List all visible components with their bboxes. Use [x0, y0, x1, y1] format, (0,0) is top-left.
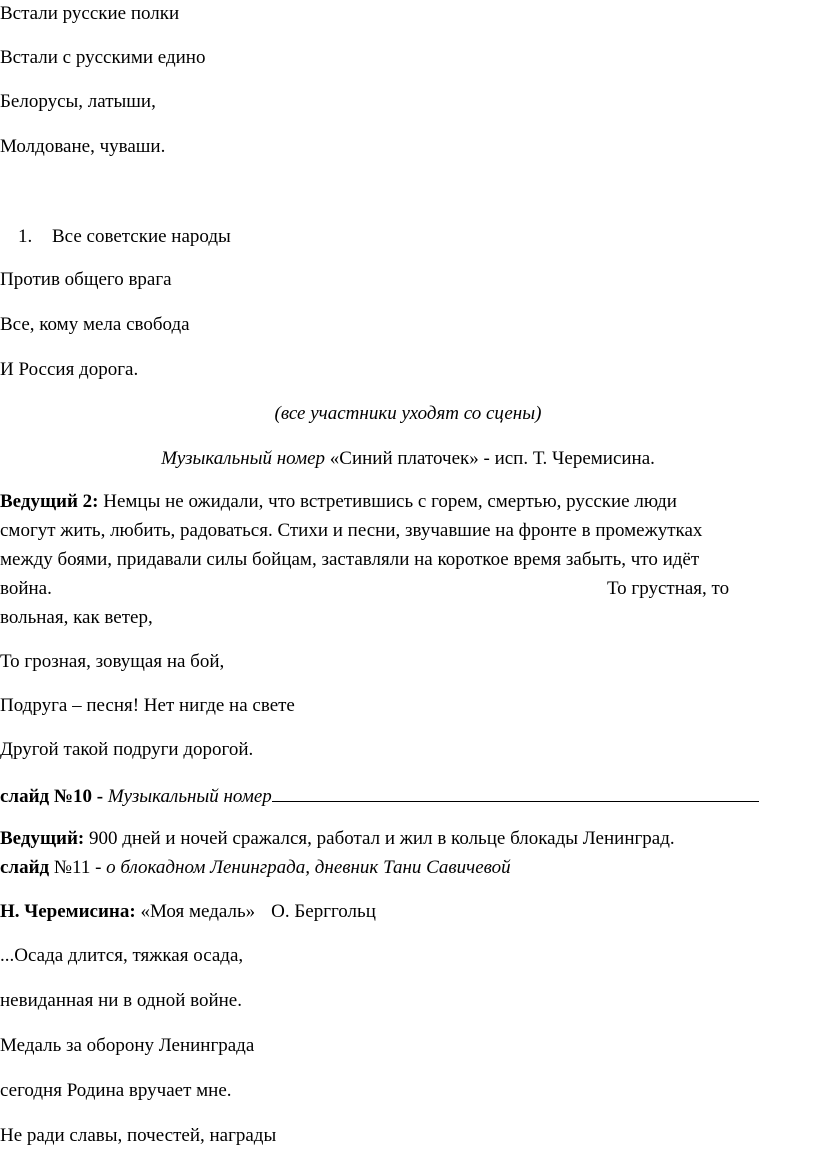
slide-label: слайд №10 - — [0, 786, 104, 807]
verse-line: Другой такой подруги дорогой. — [0, 739, 254, 760]
list-number: 1. — [18, 226, 33, 247]
verse-line: Против общего врага — [0, 269, 172, 290]
paragraph-text: Немцы не ожидали, что встретившись с горем, смертью, русские люди — [98, 491, 677, 512]
verse-line: Встали с русскими едино — [0, 47, 206, 68]
paragraph-text: вольная, как ветер, — [0, 607, 153, 628]
verse-line: Все, кому мела свобода — [0, 314, 190, 335]
verse-line: Медаль за оборону Ленинграда — [0, 1035, 255, 1056]
verse-line: ...Осада длится, тяжкая осада, — [0, 945, 244, 966]
verse-line: сегодня Родина вручает мне. — [0, 1080, 232, 1101]
verse-line: То грозная, зовущая на бой, — [0, 651, 225, 672]
speaker-label: Ведущий: — [0, 828, 85, 849]
poem-title: «Моя медаль» — [135, 901, 256, 922]
paragraph-text: смогут жить, любить, радоваться. Стихи и песни, звучавшие на фронте в промежутках — [0, 520, 703, 541]
music-number-line — [0, 447, 816, 471]
verse-line: Встали русские полки — [0, 3, 180, 24]
verse-line: Белорусы, латыши, — [0, 91, 156, 112]
paragraph-text: между боями, придавали силы бойцам, заставляли на короткое время забыть, что идёт — [0, 549, 700, 570]
slide-text: о блокадном Ленинграда, дневник Тани Савичевой — [106, 857, 511, 878]
fill-in-underline — [272, 783, 759, 802]
poem-heading — [0, 900, 376, 924]
stage-direction: (все участники уходят со сцены) — [274, 403, 542, 424]
paragraph-line — [0, 574, 812, 603]
music-label: Музыкальный номер — [161, 448, 326, 469]
list-text: Все советские народы — [52, 226, 231, 247]
slide-label: слайд — [0, 857, 54, 878]
music-text: «Синий платочек» - исп. Т. Черемисина. — [325, 448, 655, 469]
verse-line: И Россия дорога. — [0, 359, 139, 380]
host-line — [0, 827, 675, 851]
slide11-line — [0, 856, 511, 880]
verse-line: Молдоване, чуваши. — [0, 136, 166, 157]
paragraph-text: То грустная, то — [607, 578, 730, 599]
poem-author: О. Берггольц — [271, 901, 376, 922]
verse-line: Не ради славы, почестей, награды — [0, 1125, 277, 1146]
verse-line: Подруга – песня! Нет нигде на свете — [0, 695, 295, 716]
paragraph-text: война. — [0, 578, 52, 599]
slide-number: №11 - — [53, 857, 107, 878]
slide10-line — [0, 783, 759, 809]
host2-paragraph — [0, 487, 812, 632]
speaker-label: Ведущий 2: — [0, 491, 99, 512]
host-text: 900 дней и ночей сражался, работал и жил в кольце блокады Ленинград. — [84, 828, 675, 849]
verse-line: невиданная ни в одной войне. — [0, 990, 242, 1011]
speaker-label: Н. Черемисина: — [0, 901, 136, 922]
slide-text: Музыкальный номер — [107, 786, 272, 807]
